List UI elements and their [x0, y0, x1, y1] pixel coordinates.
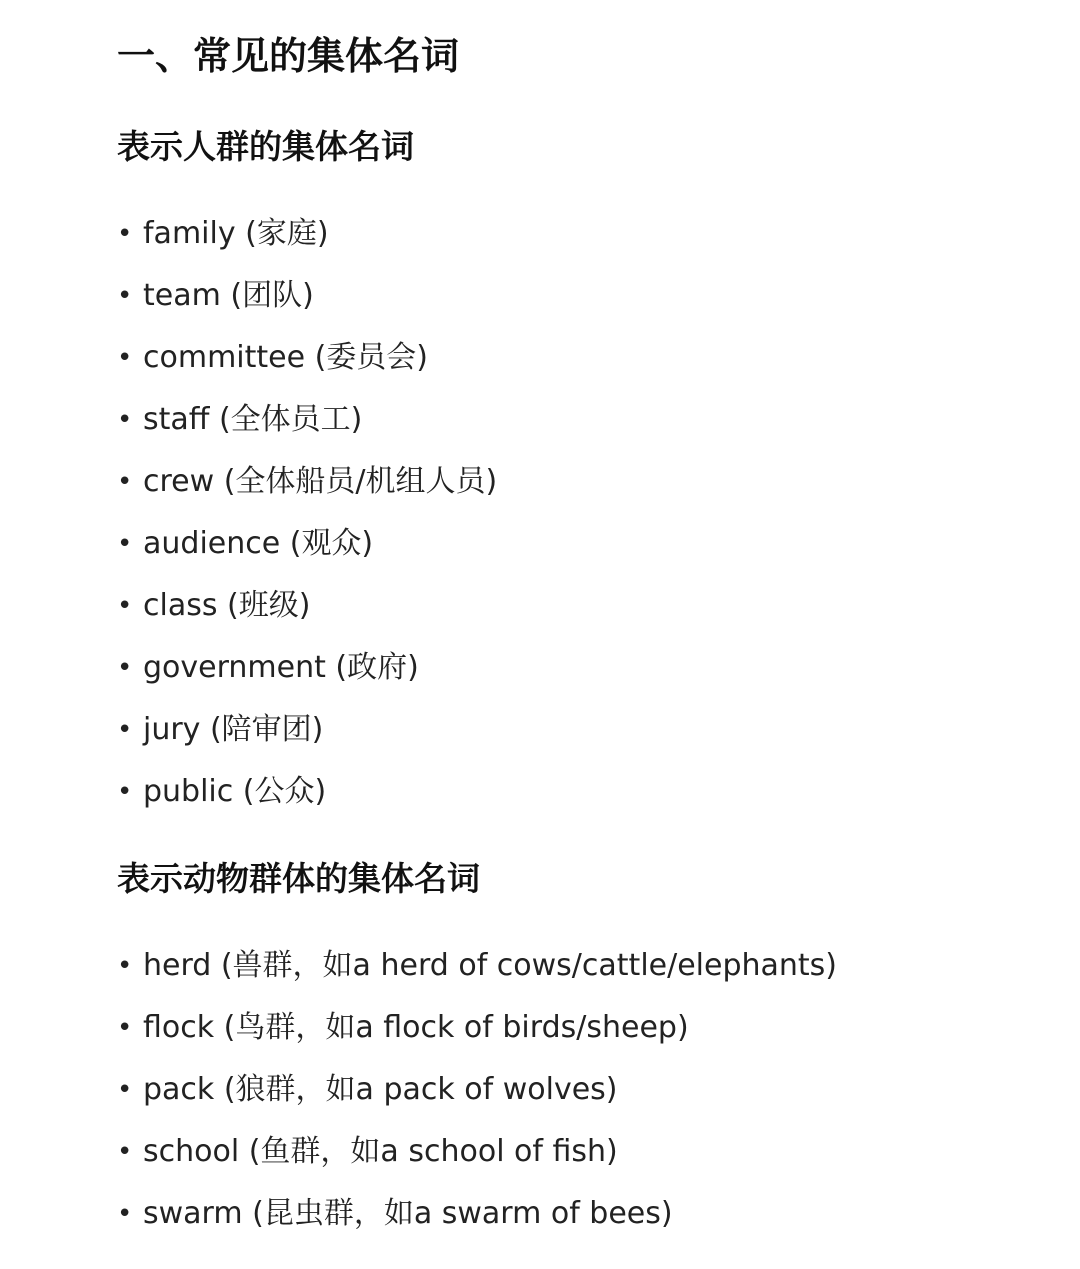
bullet-icon: • — [117, 591, 133, 621]
bullet-icon: • — [117, 343, 133, 373]
section-heading-animals: 表示动物群体的集体名词 — [117, 859, 480, 898]
bullet-icon: • — [117, 1075, 133, 1105]
bullet-icon: • — [117, 777, 133, 807]
bullet-icon: • — [117, 653, 133, 683]
bullet-icon: • — [117, 219, 133, 249]
page-title: 一、常见的集体名词 — [117, 34, 460, 78]
bullet-icon: • — [117, 951, 133, 981]
bullet-icon: • — [117, 529, 133, 559]
bullet-icon: • — [117, 715, 133, 745]
bullet-icon: • — [117, 467, 133, 497]
bullet-icon: • — [117, 1137, 133, 1167]
bullet-icon: • — [117, 405, 133, 435]
bullet-icon: • — [117, 281, 133, 311]
bullet-icon: • — [117, 1199, 133, 1229]
bullet-icon: • — [117, 1013, 133, 1043]
section-heading-people: 表示人群的集体名词 — [117, 127, 414, 166]
